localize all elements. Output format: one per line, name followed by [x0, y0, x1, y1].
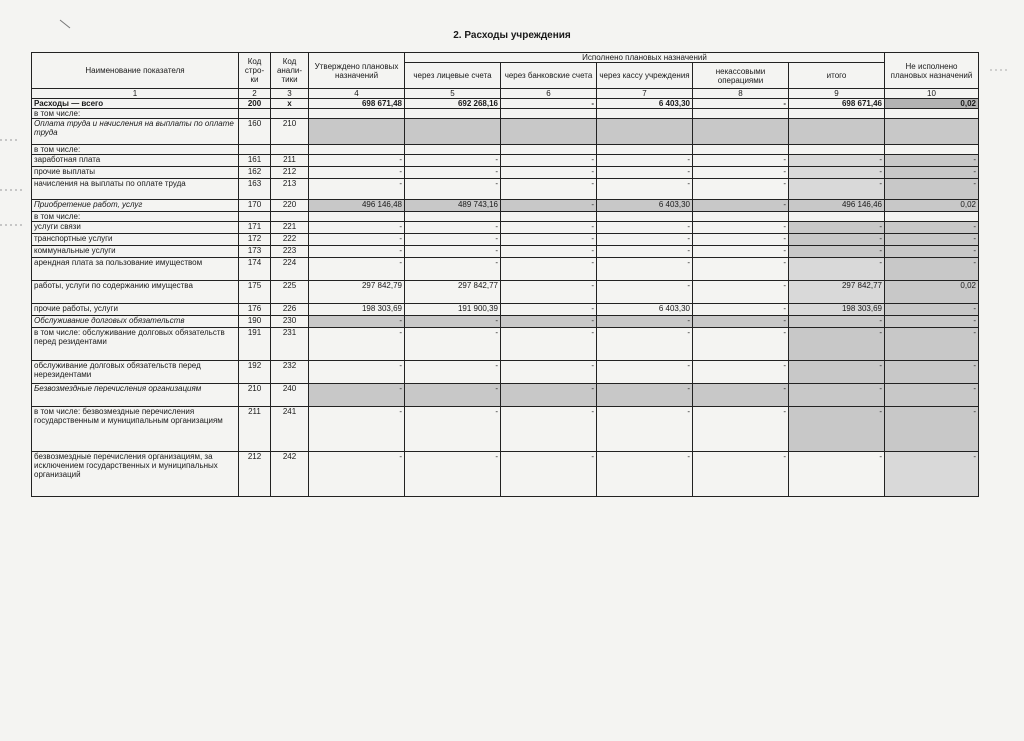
value-cell: - [309, 222, 405, 234]
value-cell: - [693, 316, 789, 328]
row-label: Оплата труда и начисления на выплаты по оплате труда [32, 119, 239, 145]
value-cell: - [309, 407, 405, 452]
analytics-code-cell: 222 [271, 234, 309, 246]
value-cell: - [885, 316, 979, 328]
value-cell [693, 109, 789, 119]
row-label: Безвозмездные перечисления организациям [32, 384, 239, 407]
value-cell [309, 212, 405, 222]
row-label: Расходы — всего [32, 99, 239, 109]
value-cell: - [693, 281, 789, 304]
analytics-code-cell [271, 109, 309, 119]
value-cell [597, 145, 693, 155]
row-label: транспортные услуги [32, 234, 239, 246]
line-code-cell: 211 [239, 407, 271, 452]
value-cell: - [693, 155, 789, 167]
value-cell: - [885, 234, 979, 246]
table-row [32, 361, 979, 384]
value-cell: 0,02 [885, 200, 979, 212]
column-number: 8 [693, 89, 789, 99]
value-cell: - [501, 384, 597, 407]
row-label: в том числе: [32, 212, 239, 222]
header-not-executed: Не исполнено плановых назначений [885, 53, 979, 89]
analytics-code-cell: 210 [271, 119, 309, 145]
table-row [32, 258, 979, 281]
row-label: Приобретение работ, услуг [32, 200, 239, 212]
value-cell: - [405, 328, 501, 361]
value-cell [789, 109, 885, 119]
column-number: 9 [789, 89, 885, 99]
value-cell: 0,02 [885, 99, 979, 109]
row-label: заработная плата [32, 155, 239, 167]
value-cell: 198 303,69 [789, 304, 885, 316]
value-cell [885, 119, 979, 145]
value-cell [885, 109, 979, 119]
line-code-cell: 170 [239, 200, 271, 212]
value-cell [693, 212, 789, 222]
value-cell: - [597, 361, 693, 384]
value-cell [789, 119, 885, 145]
line-code-cell: 172 [239, 234, 271, 246]
column-number: 10 [885, 89, 979, 99]
value-cell: - [501, 281, 597, 304]
analytics-code-cell [271, 145, 309, 155]
value-cell: - [885, 407, 979, 452]
table-row [32, 384, 979, 407]
value-cell [597, 119, 693, 145]
analytics-code-cell: 221 [271, 222, 309, 234]
table-row [32, 407, 979, 452]
value-cell: - [405, 258, 501, 281]
column-number: 2 [239, 89, 271, 99]
line-code-cell: 191 [239, 328, 271, 361]
value-cell [405, 119, 501, 145]
value-cell: - [309, 234, 405, 246]
table-row [32, 246, 979, 258]
line-code-cell: 176 [239, 304, 271, 316]
value-cell: - [501, 155, 597, 167]
header-executed-group: Исполнено плановых назначений [405, 53, 885, 63]
value-cell: - [501, 361, 597, 384]
value-cell [597, 109, 693, 119]
value-cell: - [405, 407, 501, 452]
header-via-personal: через лицевые счета [405, 63, 501, 89]
value-cell: - [597, 179, 693, 200]
value-cell: - [789, 155, 885, 167]
value-cell: 6 403,30 [597, 200, 693, 212]
header-total: итого [789, 63, 885, 89]
value-cell: - [597, 234, 693, 246]
value-cell: 191 900,39 [405, 304, 501, 316]
value-cell: - [501, 452, 597, 497]
row-label: в том числе: [32, 109, 239, 119]
value-cell: - [309, 328, 405, 361]
value-cell: - [405, 452, 501, 497]
line-code-cell: 174 [239, 258, 271, 281]
value-cell [597, 212, 693, 222]
table-row [32, 167, 979, 179]
value-cell: - [693, 304, 789, 316]
table-row [32, 281, 979, 304]
value-cell: - [405, 316, 501, 328]
value-cell: - [501, 407, 597, 452]
line-code-cell: 163 [239, 179, 271, 200]
value-cell: - [693, 452, 789, 497]
table-row [32, 155, 979, 167]
value-cell: - [885, 246, 979, 258]
value-cell: - [693, 407, 789, 452]
value-cell: - [501, 222, 597, 234]
value-cell: 6 403,30 [597, 304, 693, 316]
value-cell: - [597, 407, 693, 452]
value-cell [405, 212, 501, 222]
value-cell: - [789, 167, 885, 179]
row-label: Обслуживание долговых обязательств [32, 316, 239, 328]
table-row [32, 452, 979, 497]
value-cell: - [501, 167, 597, 179]
analytics-code-cell: 224 [271, 258, 309, 281]
value-cell [405, 109, 501, 119]
value-cell [501, 212, 597, 222]
value-cell: - [405, 179, 501, 200]
table-row [32, 304, 979, 316]
value-cell: - [501, 179, 597, 200]
analytics-code-cell: 240 [271, 384, 309, 407]
value-cell: - [309, 384, 405, 407]
value-cell: - [693, 234, 789, 246]
header-line-code: Код стро- ки [239, 53, 271, 89]
value-cell: - [789, 316, 885, 328]
value-cell: 0,02 [885, 281, 979, 304]
table-row [32, 179, 979, 200]
analytics-code-cell: 220 [271, 200, 309, 212]
value-cell [501, 119, 597, 145]
value-cell: - [693, 328, 789, 361]
analytics-code-cell [271, 212, 309, 222]
value-cell: - [597, 246, 693, 258]
analytics-code-cell: 212 [271, 167, 309, 179]
value-cell: - [405, 384, 501, 407]
table-row [32, 328, 979, 361]
line-code-cell: 161 [239, 155, 271, 167]
table-row [32, 234, 979, 246]
line-code-cell: 160 [239, 119, 271, 145]
value-cell: 297 842,79 [309, 281, 405, 304]
value-cell: 489 743,16 [405, 200, 501, 212]
value-cell: - [309, 155, 405, 167]
value-cell: - [693, 167, 789, 179]
row-label: в том числе: [32, 145, 239, 155]
value-cell: - [789, 407, 885, 452]
value-cell: - [789, 452, 885, 497]
value-cell: - [309, 452, 405, 497]
value-cell: - [501, 234, 597, 246]
table-row [32, 212, 979, 222]
value-cell: - [309, 167, 405, 179]
value-cell [789, 145, 885, 155]
value-cell: 297 842,77 [405, 281, 501, 304]
column-number: 6 [501, 89, 597, 99]
value-cell: - [405, 222, 501, 234]
line-code-cell: 210 [239, 384, 271, 407]
value-cell: 698 671,46 [789, 99, 885, 109]
value-cell: - [789, 384, 885, 407]
line-code-cell [239, 145, 271, 155]
column-number: 1 [32, 89, 239, 99]
analytics-code-cell: 226 [271, 304, 309, 316]
value-cell: - [309, 179, 405, 200]
value-cell [501, 109, 597, 119]
value-cell: - [309, 258, 405, 281]
value-cell: 692 268,16 [405, 99, 501, 109]
row-label: обслуживание долговых обязательств перед нерезидентами [32, 361, 239, 384]
value-cell: - [885, 167, 979, 179]
row-label: работы, услуги по содержанию имущества [32, 281, 239, 304]
value-cell: - [693, 200, 789, 212]
line-code-cell [239, 212, 271, 222]
value-cell: - [789, 258, 885, 281]
value-cell: - [693, 361, 789, 384]
value-cell: - [693, 258, 789, 281]
value-cell: - [789, 328, 885, 361]
value-cell: - [501, 99, 597, 109]
table-row [32, 109, 979, 119]
header-noncash: некассовыми операциями [693, 63, 789, 89]
row-label: в том числе: обслуживание долговых обязательств перед резидентами [32, 328, 239, 361]
value-cell [789, 212, 885, 222]
value-cell: 496 146,48 [309, 200, 405, 212]
line-code-cell: 212 [239, 452, 271, 497]
value-cell: 6 403,30 [597, 99, 693, 109]
value-cell: - [885, 452, 979, 497]
value-cell: 198 303,69 [309, 304, 405, 316]
line-code-cell: 190 [239, 316, 271, 328]
value-cell: - [597, 167, 693, 179]
column-number: 4 [309, 89, 405, 99]
value-cell: - [693, 246, 789, 258]
value-cell: 698 671,48 [309, 99, 405, 109]
value-cell: - [309, 246, 405, 258]
value-cell: - [405, 246, 501, 258]
value-cell: - [405, 155, 501, 167]
value-cell: - [501, 246, 597, 258]
line-code-cell: 200 [239, 99, 271, 109]
value-cell: - [405, 234, 501, 246]
value-cell: - [693, 222, 789, 234]
value-cell: - [885, 304, 979, 316]
value-cell: - [501, 316, 597, 328]
value-cell: - [789, 246, 885, 258]
line-code-cell: 175 [239, 281, 271, 304]
analytics-code-cell: 242 [271, 452, 309, 497]
row-label: прочие работы, услуги [32, 304, 239, 316]
row-label: в том числе: безвозмездные перечисления государственным и муниципальным организациям [32, 407, 239, 452]
value-cell: - [693, 384, 789, 407]
value-cell: - [885, 361, 979, 384]
analytics-code-cell: 231 [271, 328, 309, 361]
header-name: Наименование показателя [32, 53, 239, 89]
value-cell: - [501, 258, 597, 281]
column-number: 5 [405, 89, 501, 99]
value-cell: - [885, 258, 979, 281]
value-cell [501, 145, 597, 155]
analytics-code-cell: 213 [271, 179, 309, 200]
value-cell: - [885, 384, 979, 407]
value-cell: - [501, 200, 597, 212]
table-row [32, 145, 979, 155]
table-row [32, 99, 979, 109]
value-cell: - [597, 316, 693, 328]
header-via-bank: через банковские счета [501, 63, 597, 89]
value-cell: - [597, 258, 693, 281]
value-cell: - [501, 304, 597, 316]
column-number: 3 [271, 89, 309, 99]
row-label: прочие выплаты [32, 167, 239, 179]
row-label: начисления на выплаты по оплате труда [32, 179, 239, 200]
value-cell: - [789, 222, 885, 234]
value-cell: - [693, 99, 789, 109]
line-code-cell: 162 [239, 167, 271, 179]
analytics-code-cell: 241 [271, 407, 309, 452]
value-cell [693, 145, 789, 155]
value-cell: 297 842,77 [789, 281, 885, 304]
value-cell [309, 145, 405, 155]
table-row [32, 119, 979, 145]
line-code-cell: 171 [239, 222, 271, 234]
value-cell [309, 119, 405, 145]
table-row [32, 200, 979, 212]
value-cell [885, 145, 979, 155]
analytics-code-cell: 211 [271, 155, 309, 167]
row-label: коммунальные услуги [32, 246, 239, 258]
row-label: безвозмездные перечисления организациям, за исключением государственных и муниципальных организаций [32, 452, 239, 497]
value-cell: - [885, 155, 979, 167]
value-cell: - [885, 328, 979, 361]
value-cell: - [789, 234, 885, 246]
header-approved: Утверждено плановых назначений [309, 53, 405, 89]
value-cell: - [501, 328, 597, 361]
line-code-cell: 192 [239, 361, 271, 384]
table-row [32, 222, 979, 234]
value-cell: - [885, 179, 979, 200]
analytics-code-cell: 232 [271, 361, 309, 384]
header-analytics-code: Код анали- тики [271, 53, 309, 89]
value-cell: - [405, 361, 501, 384]
page-title: 2. Расходы учреждения [453, 30, 571, 41]
expenses-table [31, 52, 979, 497]
analytics-code-cell: 225 [271, 281, 309, 304]
value-cell: - [597, 222, 693, 234]
line-code-cell [239, 109, 271, 119]
table-row [32, 316, 979, 328]
value-cell: - [789, 361, 885, 384]
value-cell [885, 212, 979, 222]
line-code-cell: 173 [239, 246, 271, 258]
column-number: 7 [597, 89, 693, 99]
value-cell: - [309, 361, 405, 384]
value-cell: - [405, 167, 501, 179]
value-cell: - [693, 179, 789, 200]
value-cell: - [597, 281, 693, 304]
value-cell: - [885, 222, 979, 234]
value-cell: - [597, 328, 693, 361]
value-cell [405, 145, 501, 155]
analytics-code-cell: 223 [271, 246, 309, 258]
value-cell: - [597, 384, 693, 407]
row-label: арендная плата за пользование имуществом [32, 258, 239, 281]
analytics-code-cell: 230 [271, 316, 309, 328]
value-cell: - [309, 316, 405, 328]
row-label: услуги связи [32, 222, 239, 234]
value-cell: - [597, 155, 693, 167]
analytics-code-cell: x [271, 99, 309, 109]
header-via-cash: через кассу учреждения [597, 63, 693, 89]
value-cell [693, 119, 789, 145]
value-cell: - [597, 452, 693, 497]
value-cell: - [789, 179, 885, 200]
value-cell: 496 146,46 [789, 200, 885, 212]
value-cell [309, 109, 405, 119]
